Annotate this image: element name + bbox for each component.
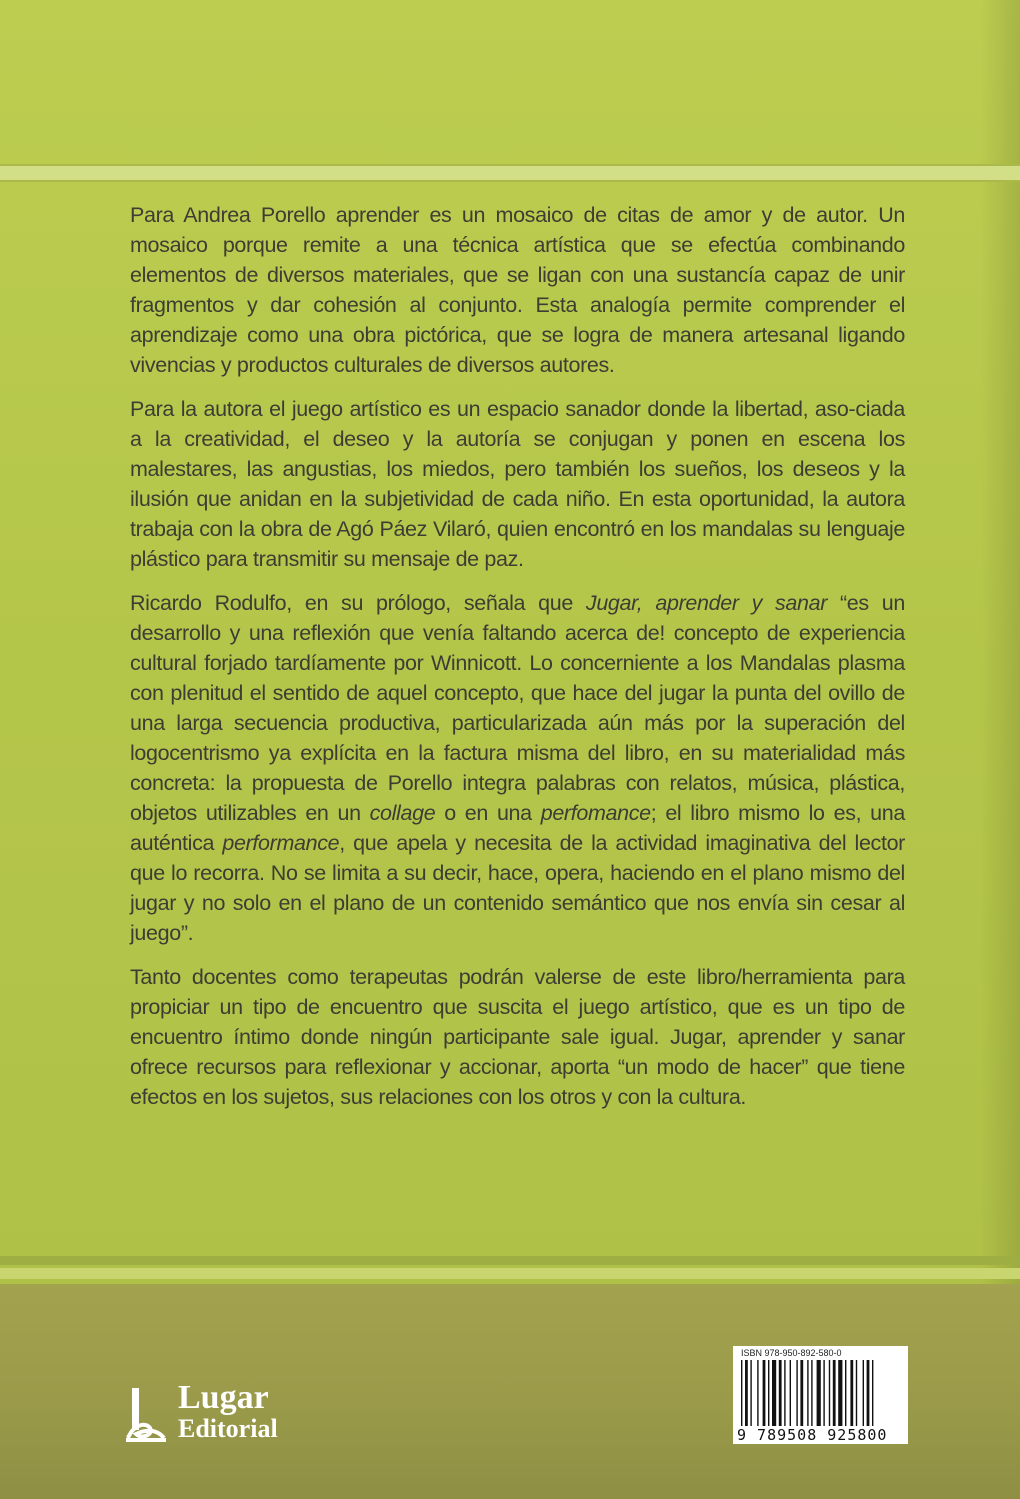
barcode-bar [872, 1360, 873, 1426]
barcode-bar [845, 1360, 846, 1426]
barcode-bar [867, 1360, 870, 1426]
book-title-italic: Jugar, aprender y sanar [585, 591, 828, 615]
barcode-bar [750, 1360, 751, 1426]
perfomance-italic: perfomance [540, 801, 651, 825]
barcode-bar [863, 1360, 864, 1426]
barcode-bar [790, 1360, 791, 1426]
barcode-bar [817, 1360, 821, 1426]
barcode-bar [745, 1360, 748, 1426]
paragraph-1: Para Andrea Porello aprender es un mosaico de citas de amor y de autor. Un mosaico porque remite a una técnica artística que se efectúa combinando elementos de diversos materiales, que se ligan con una sustancía capaz de unir fragmentos y dar cohesión al conjunto. Esta analogía permite comprender el aprendizaje como una obra pictórica, que se logra de manera artesanal ligando vivencias y productos culturales de diversos autores. [130, 203, 905, 377]
p3-text: “es un desarrollo y una reflexión que venía faltando acerca de! concepto de experiencia cultural forjado tardíamente por Winnicott. Lo concerniente a los Mandalas plasma con plenitud el sentido de aquel concepto, que hace del jugar la punta del ovillo de una larga secuencia productiva, particularizada aún más por la superación del logocentrismo ya explícita en la factura misma del libro, en su materialidad más concreta: la propuesta de Porello integra palabras con relatos, música, plástica, objetos utilizables en un [130, 591, 905, 825]
barcode-bar [772, 1360, 776, 1426]
barcode-bar [800, 1360, 803, 1426]
publisher-logo [118, 1378, 318, 1450]
synopsis-text [130, 200, 905, 1126]
barcode-bar [856, 1360, 857, 1426]
barcode-bar [829, 1360, 830, 1426]
barcode-bar [833, 1360, 836, 1426]
bottom-divider-stripes [0, 1256, 1020, 1284]
barcode-bar [823, 1360, 824, 1426]
barcode-bar [784, 1360, 785, 1426]
paragraph-4: Tanto docentes como terapeutas podrán valerse de este libro/herramienta para propiciar un tipo de encuentro que suscita el juego artístico, que es un tipo de encuentro íntimo donde ningún participante sale igual. Jugar, aprender y sanar ofrece recursos para reflexionar y accionar, aporta “un modo de hacer” que tiene efectos en los sujetos, sus relaciones con los otros y con la cultura. [130, 965, 905, 1109]
barcode-bar [850, 1360, 853, 1426]
isbn-label: ISBN 978-950-892-580-0 [741, 1348, 842, 1358]
logo-word-lugar: Lugar [178, 1379, 269, 1416]
divider-line [0, 1256, 1020, 1265]
barcode-bar [811, 1360, 812, 1426]
barcode-bar [807, 1360, 808, 1426]
barcode-bar [838, 1360, 842, 1426]
performance-italic: performance [222, 831, 340, 855]
p3-text: o en una [435, 801, 541, 825]
logo-word-editorial: Editorial [178, 1414, 278, 1443]
paragraph-2: Para la autora el juego artístico es un espacio sanador donde la libertad, aso-ciada a la creatividad, el deseo y la autoría se conjugan y ponen en escena los malestares, las angustias, los miedos, pero también los sueños, los deseos y la ilusión que anidan en la subjetividad de cada niño. En esta oportunidad, la autora trabaja con la obra de Agó Páez Vilaró, quien encontró en los mandalas su lenguaje plástico para transmitir su mensaje de paz. [130, 397, 905, 571]
barcode-bar [741, 1360, 742, 1426]
barcode-bars [739, 1360, 904, 1426]
p3-text: , que apela y necesita de la actividad imaginativa del lector que lo recorra. No se limita a su decir, hace, opera, haciendo en el plano mismo del jugar y no solo en el plano de un contenido semántico que nos envía sin cesar al juego”. [130, 831, 905, 945]
paragraph-3 [130, 588, 905, 948]
isbn-barcode [733, 1346, 908, 1444]
barcode-bar [763, 1360, 766, 1426]
lugar-logo-icon [124, 1384, 168, 1444]
p3-text: ; el libro mismo lo es, una auténtica [130, 801, 905, 855]
divider-line [0, 1268, 1020, 1279]
barcode-bar [779, 1360, 782, 1426]
barcode-bar [757, 1360, 758, 1426]
p3-text: Ricardo Rodulfo, en su prólogo, señala que [130, 591, 586, 615]
collage-italic: collage [369, 801, 436, 825]
barcode-bar [768, 1360, 769, 1426]
barcode-bar [796, 1360, 797, 1426]
barcode-digits: 9 789508 925800 [737, 1426, 888, 1444]
top-divider-stripe [0, 164, 1020, 182]
